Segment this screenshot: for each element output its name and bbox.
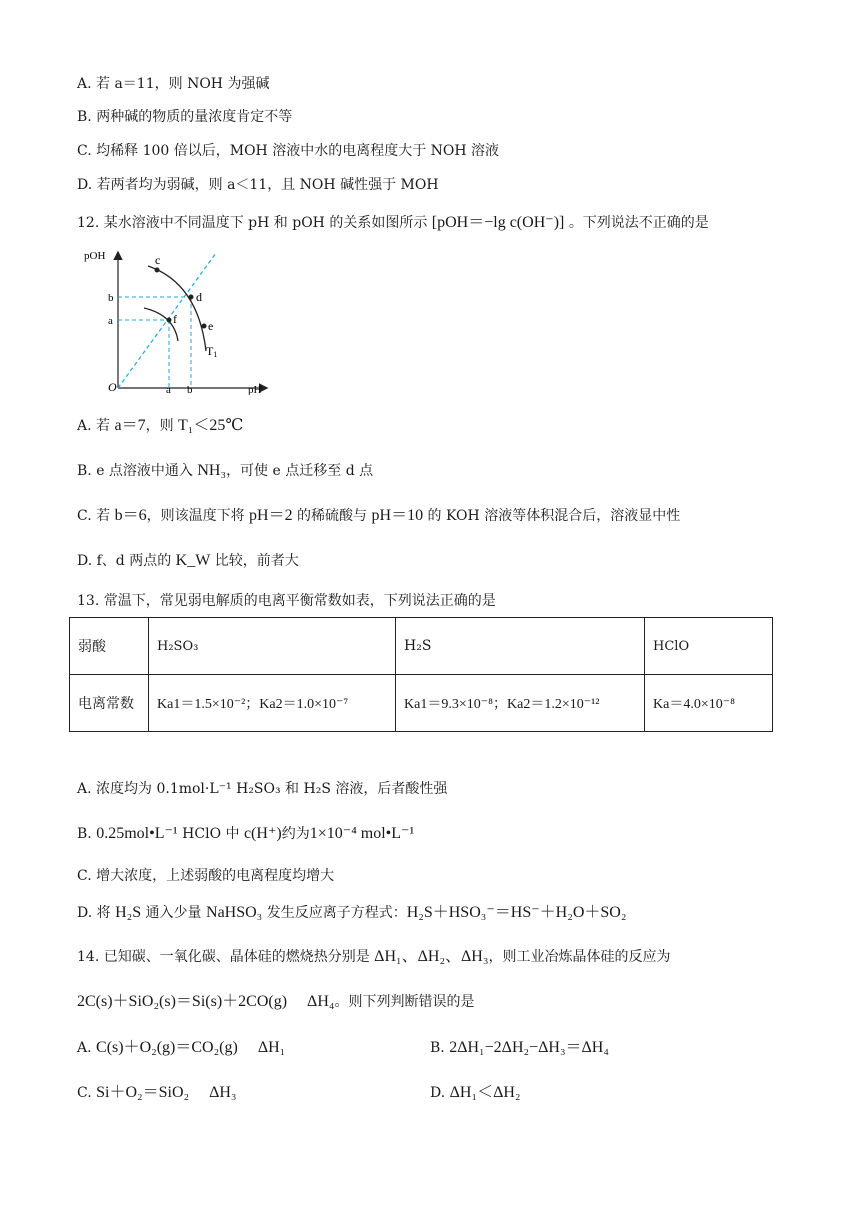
table-row <box>70 618 773 675</box>
q13-option-c: C. 增大浓度，上述弱酸的电离程度均增大 <box>77 868 335 884</box>
q12-option-c: C. 若 b＝6，则该温度下将 pH＝2 的稀硫酸与 pH＝10 的 KOH 溶液等体积混合后，溶液显中性 <box>77 507 681 524</box>
acid-h2s: H₂S <box>396 618 645 675</box>
q12-option-b: B. e 点溶液中通入 NH₃，可使 e 点迁移至 d 点 <box>77 462 374 479</box>
q12-stem: 12. 某水溶液中不同温度下 pH 和 pOH 的关系如图所示 [pOH＝−lg c(OH⁻)] 。下列说法不正确的是 <box>77 214 709 231</box>
q12-stem-formula: [pOH＝−lg c(OH⁻)] <box>431 214 565 231</box>
q14-stem: 14. 已知碳、一氧化碳、晶体硅的燃烧热分别是 ΔH₁、ΔH₂、ΔH₃，则工业冶炼晶体硅的反应为 <box>77 948 671 965</box>
curve-label: T1 <box>206 344 218 359</box>
y-tick-a: a <box>108 315 113 327</box>
q14-reaction: 2C(s)＋SiO₂(s)＝Si(s)＋2CO(g) ΔH₄。则下列判断错误的是 <box>77 993 475 1010</box>
row1-label: 弱酸 <box>70 618 149 675</box>
q12-graph <box>80 245 280 395</box>
q14-option-b: B. 2ΔH₁−2ΔH₂−ΔH₃＝ΔH₄ <box>430 1039 609 1056</box>
x-axis-label: pH <box>248 384 262 395</box>
q14-option-d: D. ΔH₁＜ΔH₂ <box>430 1084 521 1101</box>
q13-option-b: B. 0.25mol•L⁻¹ HClO 中 c(H⁺)约为1×10⁻⁴ mol•L⁻¹ <box>77 825 415 842</box>
q11-option-d: D. 若两者均为弱碱，则 a＜11，且 NOH 碱性强于 MOH <box>77 177 439 193</box>
point-d <box>189 295 194 300</box>
q12-option-d: D. f、d 两点的 K_W 比较，前者大 <box>77 552 299 569</box>
origin-label: O <box>108 380 117 394</box>
q11-option-a: A. 若 a＝11，则 NOH 为强碱 <box>77 76 270 92</box>
point-c <box>155 268 160 273</box>
q14-option-a: A. C(s)＋O₂(g)＝CO₂(g) ΔH₁ <box>77 1039 286 1056</box>
ka-h2s: Ka1＝9.3×10⁻⁸；Ka2＝1.2×10⁻¹² <box>396 675 645 732</box>
q14-option-c: C. Si＋O₂＝SiO₂ ΔH₃ <box>77 1084 237 1101</box>
y-tick-b: b <box>108 292 114 304</box>
acid-h2so3: H₂SO₃ <box>149 618 396 675</box>
point-c-label: c <box>155 253 161 267</box>
ka-hclo: Ka＝4.0×10⁻⁸ <box>645 675 773 732</box>
acid-hclo: HClO <box>645 618 773 675</box>
q11-option-b: B. 两种碱的物质的量浓度肯定不等 <box>77 109 293 125</box>
row2-label: 电离常数 <box>70 675 149 732</box>
point-e-label: e <box>208 319 214 333</box>
q13-option-a: A. 浓度均为 0.1mol·L⁻¹ H₂SO₃ 和 H₂S 溶液，后者酸性强 <box>77 781 448 797</box>
point-f-label: f <box>173 312 177 326</box>
point-e <box>202 324 207 329</box>
q13-option-d: D. 将 H₂S 通入少量 NaHSO₃ 发生反应离子方程式：H₂S＋HSO₃⁻＝HS⁻＋H₂O＋SO₂ <box>77 904 627 921</box>
x-tick-a: a <box>166 384 171 395</box>
q11-option-c: C. 均稀释 100 倍以后，MOH 溶液中水的电离程度大于 NOH 溶液 <box>77 143 500 159</box>
q12-option-a: A. 若 a＝7，则 T₁＜25℃ <box>77 417 244 434</box>
ka-h2so3: Ka1＝1.5×10⁻²；Ka2＝1.0×10⁻⁷ <box>149 675 396 732</box>
point-f <box>167 318 172 323</box>
point-d-label: d <box>196 290 202 304</box>
y-axis-label: pOH <box>84 250 106 262</box>
q13-constants-table <box>69 617 773 732</box>
q13-stem: 13. 常温下，常见弱电解质的电离平衡常数如表，下列说法正确的是 <box>77 593 496 609</box>
table-row <box>70 675 773 732</box>
x-tick-b: b <box>187 384 193 395</box>
